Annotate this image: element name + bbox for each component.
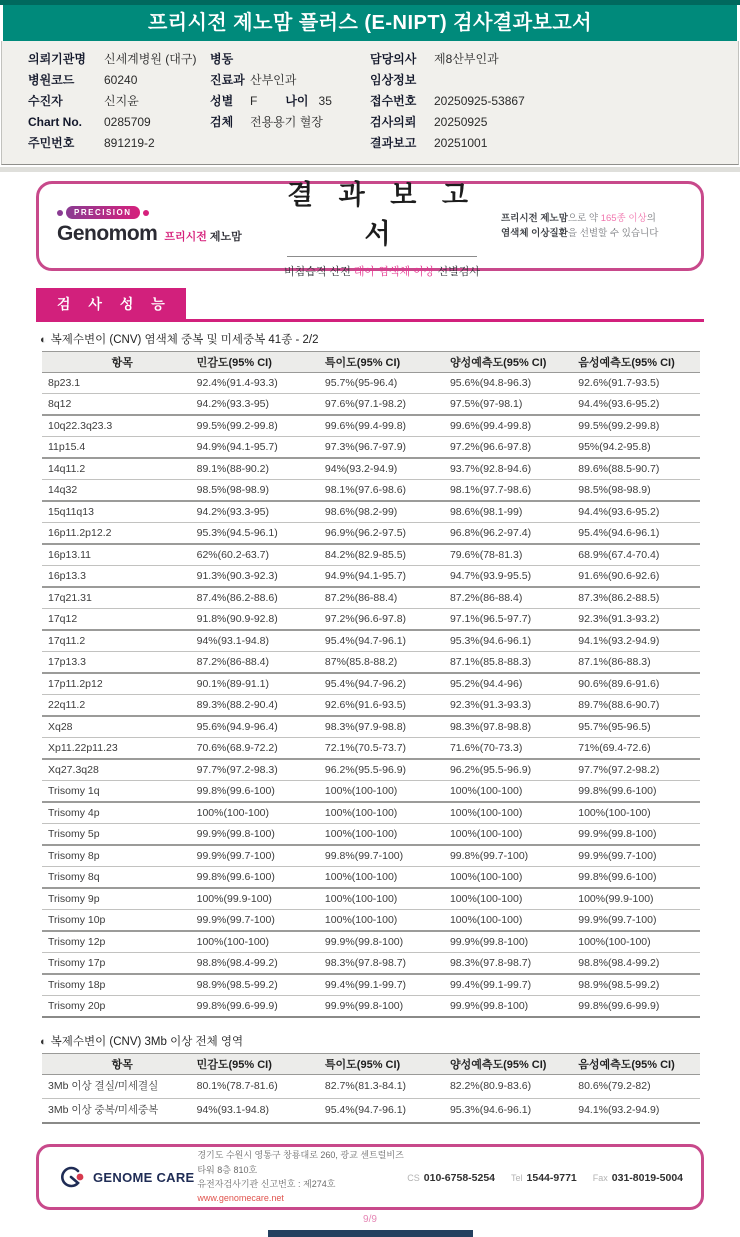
row-value: 94.1%(93.2-94.9) bbox=[578, 1099, 700, 1124]
column-header: 항목 bbox=[42, 1054, 197, 1075]
field-label: 검체 bbox=[210, 115, 234, 129]
badge-right-dot-icon bbox=[143, 210, 149, 216]
info-row bbox=[370, 133, 738, 154]
brand-name-korean: 프리시전 제노맘 bbox=[164, 231, 242, 243]
row-item-name: Xp11.22p11.23 bbox=[42, 738, 197, 760]
row-value: 70.6%(68.9-72.2) bbox=[197, 738, 325, 760]
row-value: 91.8%(90.9-92.8) bbox=[197, 609, 325, 631]
row-value: 99.8%(99.6-100) bbox=[197, 781, 325, 803]
table-row bbox=[42, 652, 700, 674]
row-value: 100%(100-100) bbox=[450, 888, 578, 910]
row-value: 91.3%(90.3-92.3) bbox=[197, 566, 325, 588]
row-value: 100%(100-100) bbox=[325, 781, 450, 803]
info-row bbox=[210, 70, 368, 91]
row-value: 99.4%(99.1-99.7) bbox=[450, 974, 578, 996]
contact-label: Tel bbox=[511, 1173, 523, 1183]
row-value: 99.9%(99.8-100) bbox=[450, 996, 578, 1018]
row-value: 96.2%(95.5-96.9) bbox=[325, 759, 450, 781]
row-value: 100%(100-100) bbox=[325, 802, 450, 824]
row-value: 89.1%(88-90.2) bbox=[197, 458, 325, 480]
row-value: 98.5%(98-98.9) bbox=[578, 480, 700, 502]
row-item-name: 17q21.31 bbox=[42, 587, 197, 609]
field-value: 20251001 bbox=[434, 136, 488, 150]
row-item-name: Trisomy 5p bbox=[42, 824, 197, 846]
row-value: 96.8%(96.2-97.4) bbox=[450, 523, 578, 545]
field-value: 전용용기 혈장 bbox=[250, 115, 323, 129]
table-row bbox=[42, 394, 700, 416]
row-value: 98.3%(97.8-98.8) bbox=[450, 716, 578, 738]
table-row bbox=[42, 544, 700, 566]
row-item-name: Trisomy 8q bbox=[42, 867, 197, 889]
row-value: 100%(100-100) bbox=[450, 910, 578, 932]
row-item-name: 10q22.3q23.3 bbox=[42, 415, 197, 437]
banner-note-line1: 프리시전 제노맘으로 약 165종 이상의 bbox=[501, 212, 656, 224]
field-label: Chart No. bbox=[28, 115, 82, 129]
patient-info-panel bbox=[1, 41, 739, 165]
row-item-name: Xq27.3q28 bbox=[42, 759, 197, 781]
row-value: 87.3%(86.2-88.5) bbox=[578, 587, 700, 609]
row-item-name: Trisomy 18p bbox=[42, 974, 197, 996]
row-value: 98.8%(98.4-99.2) bbox=[197, 953, 325, 975]
row-item-name: 22q11.2 bbox=[42, 695, 197, 717]
row-value: 94%(93.1-94.8) bbox=[197, 1099, 325, 1124]
info-row bbox=[28, 70, 210, 91]
cnv3mb-table-caption: ◐ 복제수변이 (CNV) 3Mb 이상 전체 영역 bbox=[40, 1036, 244, 1048]
row-value: 99.8%(99.6-100) bbox=[197, 867, 325, 889]
row-value: 72.1%(70.5-73.7) bbox=[325, 738, 450, 760]
row-value: 87.2%(86-88.4) bbox=[325, 587, 450, 609]
genomom-logo bbox=[57, 206, 263, 246]
footer-address-line2: 유전자검사기관 신고번호 : 제274호 bbox=[197, 1179, 336, 1189]
contact-value: 031-8019-5004 bbox=[611, 1172, 683, 1184]
field-value: 제8산부인과 bbox=[434, 52, 499, 66]
info-row bbox=[210, 49, 368, 70]
row-value: 99.9%(99.8-100) bbox=[578, 824, 700, 846]
field-value: 신지윤 bbox=[104, 94, 139, 108]
row-value: 94%(93.1-94.8) bbox=[197, 630, 325, 652]
table-row bbox=[42, 609, 700, 631]
row-value: 95.4%(94.7-96.1) bbox=[325, 630, 450, 652]
info-row bbox=[28, 112, 210, 133]
info-row bbox=[210, 112, 368, 133]
row-item-name: 15q11q13 bbox=[42, 501, 197, 523]
field-label: 접수번호 bbox=[370, 94, 417, 108]
row-value: 97.3%(96.7-97.9) bbox=[325, 437, 450, 459]
column-header: 특이도(95% CI) bbox=[325, 1054, 450, 1075]
brand-name: Genomom bbox=[57, 222, 158, 245]
row-item-name: Trisomy 1q bbox=[42, 781, 197, 803]
info-row bbox=[28, 49, 210, 70]
table-row bbox=[42, 587, 700, 609]
field-value: 891219-2 bbox=[104, 136, 155, 150]
row-value: 94%(93.2-94.9) bbox=[325, 458, 450, 480]
row-value: 95.6%(94.9-96.4) bbox=[197, 716, 325, 738]
patient-info-column-3 bbox=[368, 49, 738, 154]
row-value: 100%(100-100) bbox=[450, 781, 578, 803]
row-value: 100%(99.9-100) bbox=[197, 888, 325, 910]
row-value: 99.8%(99.6-100) bbox=[578, 867, 700, 889]
table-row bbox=[42, 673, 700, 695]
info-row bbox=[28, 91, 210, 112]
row-value: 98.8%(98.4-99.2) bbox=[578, 953, 700, 975]
row-value: 79.6%(78-81.3) bbox=[450, 544, 578, 566]
table-row bbox=[42, 566, 700, 588]
row-value: 97.5%(97-98.1) bbox=[450, 394, 578, 416]
panel-shadow-band bbox=[0, 167, 740, 172]
table-row bbox=[42, 910, 700, 932]
row-item-name: Trisomy 12p bbox=[42, 931, 197, 953]
row-value: 100%(100-100) bbox=[450, 824, 578, 846]
row-item-name: 8p23.1 bbox=[42, 373, 197, 394]
half-circle-icon: ◐ bbox=[40, 1036, 47, 1048]
row-value: 94.9%(94.1-95.7) bbox=[197, 437, 325, 459]
report-title-bar bbox=[3, 5, 737, 41]
row-value: 92.6%(91.6-93.5) bbox=[325, 695, 450, 717]
info-row bbox=[370, 49, 738, 70]
row-value: 98.1%(97.7-98.6) bbox=[450, 480, 578, 502]
row-value: 94.4%(93.6-95.2) bbox=[578, 394, 700, 416]
cnv-performance-table bbox=[42, 351, 700, 1018]
row-value: 94.1%(93.2-94.9) bbox=[578, 630, 700, 652]
row-value: 84.2%(82.9-85.5) bbox=[325, 544, 450, 566]
row-value: 100%(100-100) bbox=[578, 802, 700, 824]
row-value: 90.6%(89.6-91.6) bbox=[578, 673, 700, 695]
row-item-name: 17p13.3 bbox=[42, 652, 197, 674]
row-value: 98.9%(98.5-99.2) bbox=[578, 974, 700, 996]
column-header: 민감도(95% CI) bbox=[197, 1054, 325, 1075]
table-row bbox=[42, 437, 700, 459]
row-value: 100%(100-100) bbox=[325, 888, 450, 910]
row-value: 80.6%(79.2-82) bbox=[578, 1075, 700, 1099]
footer-contacts bbox=[407, 1168, 683, 1186]
half-circle-icon: ◐ bbox=[40, 334, 47, 346]
row-value: 99.9%(99.8-100) bbox=[325, 996, 450, 1018]
row-value: 98.3%(97.8-98.7) bbox=[325, 953, 450, 975]
row-value: 100%(100-100) bbox=[578, 931, 700, 953]
row-value: 71%(69.4-72.6) bbox=[578, 738, 700, 760]
column-header: 음성예측도(95% CI) bbox=[578, 352, 700, 373]
row-value: 94.9%(94.1-95.7) bbox=[325, 566, 450, 588]
row-item-name: 8q12 bbox=[42, 394, 197, 416]
row-value: 87%(85.8-88.2) bbox=[325, 652, 450, 674]
row-value: 92.4%(91.4-93.3) bbox=[197, 373, 325, 394]
row-item-name: 14q32 bbox=[42, 480, 197, 502]
info-row bbox=[28, 133, 210, 154]
row-value: 94.2%(93.3-95) bbox=[197, 394, 325, 416]
row-value: 97.2%(96.6-97.8) bbox=[325, 609, 450, 631]
row-item-name: 11p15.4 bbox=[42, 437, 197, 459]
row-item-name: Xq28 bbox=[42, 716, 197, 738]
patient-info-column-1 bbox=[2, 49, 210, 154]
row-value: 98.5%(98-98.9) bbox=[197, 480, 325, 502]
table-row bbox=[42, 931, 700, 953]
genome-care-name: GENOME CARE bbox=[93, 1169, 195, 1185]
page-number: 9/9 bbox=[363, 1214, 377, 1225]
genome-care-mark-icon bbox=[57, 1163, 87, 1191]
contact-label: CS bbox=[407, 1173, 420, 1183]
row-value: 100%(99.9-100) bbox=[578, 888, 700, 910]
table-row bbox=[42, 415, 700, 437]
row-value: 95%(94.2-95.8) bbox=[578, 437, 700, 459]
table-row bbox=[42, 695, 700, 717]
footer-address-line1: 경기도 수원시 영통구 창룡대로 260, 광교 센트럴비즈타워 8층 810호 bbox=[197, 1150, 404, 1175]
precision-badge: PRECISION bbox=[66, 206, 140, 219]
row-value: 87.4%(86.2-88.6) bbox=[197, 587, 325, 609]
field-value: 0285709 bbox=[104, 115, 151, 129]
table-row bbox=[42, 523, 700, 545]
field-label: 결과보고 bbox=[370, 136, 417, 150]
field-label: 주민번호 bbox=[28, 136, 75, 150]
field-value: 35 bbox=[318, 94, 332, 108]
table-row bbox=[42, 845, 700, 867]
column-header: 음성예측도(95% CI) bbox=[578, 1054, 700, 1075]
row-value: 95.4%(94.6-96.1) bbox=[578, 523, 700, 545]
result-report-banner bbox=[36, 180, 704, 278]
row-value: 100%(100-100) bbox=[450, 867, 578, 889]
row-value: 95.3%(94.5-96.1) bbox=[197, 523, 325, 545]
row-value: 71.6%(70-73.3) bbox=[450, 738, 578, 760]
field-label: 병원코드 bbox=[28, 73, 75, 87]
field-label: 담당의사 bbox=[370, 52, 417, 66]
cnv3mb-performance-table bbox=[42, 1053, 700, 1124]
table-row bbox=[42, 1075, 700, 1099]
field-label: 수진자 bbox=[28, 94, 63, 108]
row-item-name: 14q11.2 bbox=[42, 458, 197, 480]
row-value: 80.1%(78.7-81.6) bbox=[197, 1075, 325, 1099]
field-value: 신세계병원 (대구) bbox=[104, 52, 197, 66]
field-value: 60240 bbox=[104, 73, 138, 87]
banner-note bbox=[501, 211, 683, 241]
row-value: 87.1%(86-88.3) bbox=[578, 652, 700, 674]
field-label: 검사의뢰 bbox=[370, 115, 417, 129]
row-value: 99.8%(99.6-99.9) bbox=[197, 996, 325, 1018]
row-value: 99.4%(99.1-99.7) bbox=[325, 974, 450, 996]
field-label: 진료과 bbox=[210, 73, 245, 87]
row-value: 89.3%(88.2-90.4) bbox=[197, 695, 325, 717]
row-value: 89.7%(88.6-90.7) bbox=[578, 695, 700, 717]
row-item-name: Trisomy 17p bbox=[42, 953, 197, 975]
badge-left-dot-icon bbox=[57, 210, 63, 216]
row-item-name: 17q12 bbox=[42, 609, 197, 631]
website-link[interactable]: www.genomecare.net bbox=[197, 1193, 284, 1204]
row-value: 99.9%(99.7-100) bbox=[578, 845, 700, 867]
row-value: 100%(100-100) bbox=[197, 802, 325, 824]
contact-item bbox=[511, 1168, 577, 1186]
row-value: 98.9%(98.5-99.2) bbox=[197, 974, 325, 996]
row-value: 90.1%(89-91.1) bbox=[197, 673, 325, 695]
row-value: 95.3%(94.6-96.1) bbox=[450, 1099, 578, 1124]
row-value: 99.5%(99.2-99.8) bbox=[197, 415, 325, 437]
row-value: 97.7%(97.2-98.3) bbox=[197, 759, 325, 781]
row-item-name: 17p11.2p12 bbox=[42, 673, 197, 695]
table-row bbox=[42, 373, 700, 394]
table-row bbox=[42, 501, 700, 523]
row-value: 94.2%(93.3-95) bbox=[197, 501, 325, 523]
section-header-rule bbox=[36, 288, 704, 322]
report-title: 프리시전 제노맘 플러스 (E-NIPT) 검사결과보고서 bbox=[147, 12, 593, 34]
table-row bbox=[42, 759, 700, 781]
row-value: 99.6%(99.4-99.8) bbox=[325, 415, 450, 437]
row-value: 99.8%(99.7-100) bbox=[325, 845, 450, 867]
column-header: 특이도(95% CI) bbox=[325, 352, 450, 373]
row-value: 95.4%(94.7-96.1) bbox=[325, 1099, 450, 1124]
field-label: 나이 bbox=[285, 94, 309, 108]
contact-item bbox=[593, 1168, 683, 1186]
row-value: 99.8%(99.6-99.9) bbox=[578, 996, 700, 1018]
row-value: 100%(100-100) bbox=[325, 910, 450, 932]
row-item-name: Trisomy 9p bbox=[42, 888, 197, 910]
row-value: 99.6%(99.4-99.8) bbox=[450, 415, 578, 437]
row-value: 82.2%(80.9-83.6) bbox=[450, 1075, 578, 1099]
row-value: 96.9%(96.2-97.5) bbox=[325, 523, 450, 545]
row-value: 92.3%(91.3-93.2) bbox=[578, 609, 700, 631]
info-row bbox=[210, 91, 368, 112]
row-value: 95.7%(95-96.5) bbox=[578, 716, 700, 738]
info-row bbox=[370, 91, 738, 112]
field-value: 산부인과 bbox=[250, 73, 297, 87]
row-value: 99.9%(99.7-100) bbox=[578, 910, 700, 932]
row-value: 98.3%(97.8-98.7) bbox=[450, 953, 578, 975]
table-row bbox=[42, 996, 700, 1018]
row-value: 87.2%(86-88.4) bbox=[197, 652, 325, 674]
banner-note-line2: 염색체 이상질환을 선별할 수 있습니다 bbox=[501, 228, 659, 239]
row-value: 99.9%(99.8-100) bbox=[325, 931, 450, 953]
row-item-name: Trisomy 8p bbox=[42, 845, 197, 867]
row-item-name: 16p13.11 bbox=[42, 544, 197, 566]
patient-info-column-2 bbox=[210, 49, 368, 154]
table-row bbox=[42, 716, 700, 738]
row-value: 99.8%(99.7-100) bbox=[450, 845, 578, 867]
row-value: 100%(100-100) bbox=[325, 824, 450, 846]
table-row bbox=[42, 953, 700, 975]
row-value: 98.6%(98.2-99) bbox=[325, 501, 450, 523]
row-value: 94.7%(93.9-95.5) bbox=[450, 566, 578, 588]
row-item-name: Trisomy 4p bbox=[42, 802, 197, 824]
table-row bbox=[42, 867, 700, 889]
row-value: 99.8%(99.6-100) bbox=[578, 781, 700, 803]
row-value: 97.2%(96.6-97.8) bbox=[450, 437, 578, 459]
row-item-name: 16p13.3 bbox=[42, 566, 197, 588]
row-value: 98.6%(98.1-99) bbox=[450, 501, 578, 523]
row-value: 98.3%(97.9-98.8) bbox=[325, 716, 450, 738]
row-value: 93.7%(92.8-94.6) bbox=[450, 458, 578, 480]
row-value: 97.1%(96.5-97.7) bbox=[450, 609, 578, 631]
column-header: 양성예측도(95% CI) bbox=[450, 1054, 578, 1075]
row-value: 95.2%(94.4-96) bbox=[450, 673, 578, 695]
row-item-name: Trisomy 20p bbox=[42, 996, 197, 1018]
row-value: 97.6%(97.1-98.2) bbox=[325, 394, 450, 416]
table-row bbox=[42, 888, 700, 910]
row-item-name: 17q11.2 bbox=[42, 630, 197, 652]
row-value: 62%(60.2-63.7) bbox=[197, 544, 325, 566]
row-value: 99.9%(99.7-100) bbox=[197, 910, 325, 932]
genome-care-logo bbox=[57, 1163, 197, 1191]
row-value: 89.6%(88.5-90.7) bbox=[578, 458, 700, 480]
row-value: 99.5%(99.2-99.8) bbox=[578, 415, 700, 437]
column-header: 양성예측도(95% CI) bbox=[450, 352, 578, 373]
contact-item bbox=[407, 1168, 495, 1186]
row-value: 87.1%(85.8-88.3) bbox=[450, 652, 578, 674]
field-value: 20250925-53867 bbox=[434, 94, 525, 108]
row-item-name: 3Mb 이상 중복/미세중복 bbox=[42, 1099, 197, 1124]
column-header: 민감도(95% CI) bbox=[197, 352, 325, 373]
footer-address-block bbox=[197, 1148, 407, 1206]
contact-value: 1544-9771 bbox=[526, 1172, 577, 1184]
field-value: F bbox=[250, 94, 258, 108]
info-row bbox=[370, 112, 738, 133]
bottom-navy-bar bbox=[268, 1230, 473, 1237]
table-header-row bbox=[42, 1054, 700, 1075]
column-header: 항목 bbox=[42, 352, 197, 373]
field-value: 20250925 bbox=[434, 115, 488, 129]
banner-title-block bbox=[263, 173, 501, 279]
table-row bbox=[42, 781, 700, 803]
row-item-name: 3Mb 이상 결실/미세결실 bbox=[42, 1075, 197, 1099]
table-row bbox=[42, 824, 700, 846]
section-title: 검 사 성 능 bbox=[36, 288, 186, 319]
row-value: 99.9%(99.8-100) bbox=[450, 931, 578, 953]
banner-subtitle: 비침습적 산전 태아 염색체 이상 선별검사 bbox=[284, 266, 480, 278]
table-row bbox=[42, 802, 700, 824]
table-row bbox=[42, 738, 700, 760]
row-value: 92.6%(91.7-93.5) bbox=[578, 373, 700, 394]
info-row bbox=[370, 70, 738, 91]
field-label: 성별 bbox=[210, 94, 234, 108]
row-value: 95.6%(94.8-96.3) bbox=[450, 373, 578, 394]
table-row bbox=[42, 480, 700, 502]
row-value: 100%(100-100) bbox=[325, 867, 450, 889]
contact-label: Fax bbox=[592, 1173, 608, 1183]
banner-title: 결 과 보 고 서 bbox=[287, 180, 477, 249]
table-header-row bbox=[42, 352, 700, 373]
table-row bbox=[42, 1099, 700, 1124]
field-label: 병동 bbox=[210, 52, 234, 66]
field-label: 임상정보 bbox=[370, 73, 417, 87]
row-value: 95.7%(95-96.4) bbox=[325, 373, 450, 394]
row-value: 100%(100-100) bbox=[450, 802, 578, 824]
row-value: 91.6%(90.6-92.6) bbox=[578, 566, 700, 588]
row-value: 82.7%(81.3-84.1) bbox=[325, 1075, 450, 1099]
row-item-name: 16p11.2p12.2 bbox=[42, 523, 197, 545]
cnv-table-caption: ◐ 복제수변이 (CNV) 염색체 중복 및 미세중복 41종 - 2/2 bbox=[40, 334, 319, 346]
row-value: 96.2%(95.5-96.9) bbox=[450, 759, 578, 781]
row-value: 98.1%(97.6-98.6) bbox=[325, 480, 450, 502]
row-value: 92.3%(91.3-93.3) bbox=[450, 695, 578, 717]
field-label: 의뢰기관명 bbox=[28, 52, 86, 66]
footer-contact-box bbox=[36, 1144, 704, 1210]
table-row bbox=[42, 458, 700, 480]
row-value: 95.4%(94.7-96.2) bbox=[325, 673, 450, 695]
row-value: 99.9%(99.8-100) bbox=[197, 824, 325, 846]
banner-divider bbox=[287, 256, 477, 257]
table-row bbox=[42, 974, 700, 996]
row-value: 99.9%(99.7-100) bbox=[197, 845, 325, 867]
row-value: 100%(100-100) bbox=[197, 931, 325, 953]
table-row bbox=[42, 630, 700, 652]
row-value: 95.3%(94.6-96.1) bbox=[450, 630, 578, 652]
row-item-name: Trisomy 10p bbox=[42, 910, 197, 932]
row-value: 68.9%(67.4-70.4) bbox=[578, 544, 700, 566]
row-value: 97.7%(97.2-98.2) bbox=[578, 759, 700, 781]
row-value: 94.4%(93.6-95.2) bbox=[578, 501, 700, 523]
contact-value: 010-6758-5254 bbox=[423, 1172, 496, 1184]
row-value: 87.2%(86-88.4) bbox=[450, 587, 578, 609]
